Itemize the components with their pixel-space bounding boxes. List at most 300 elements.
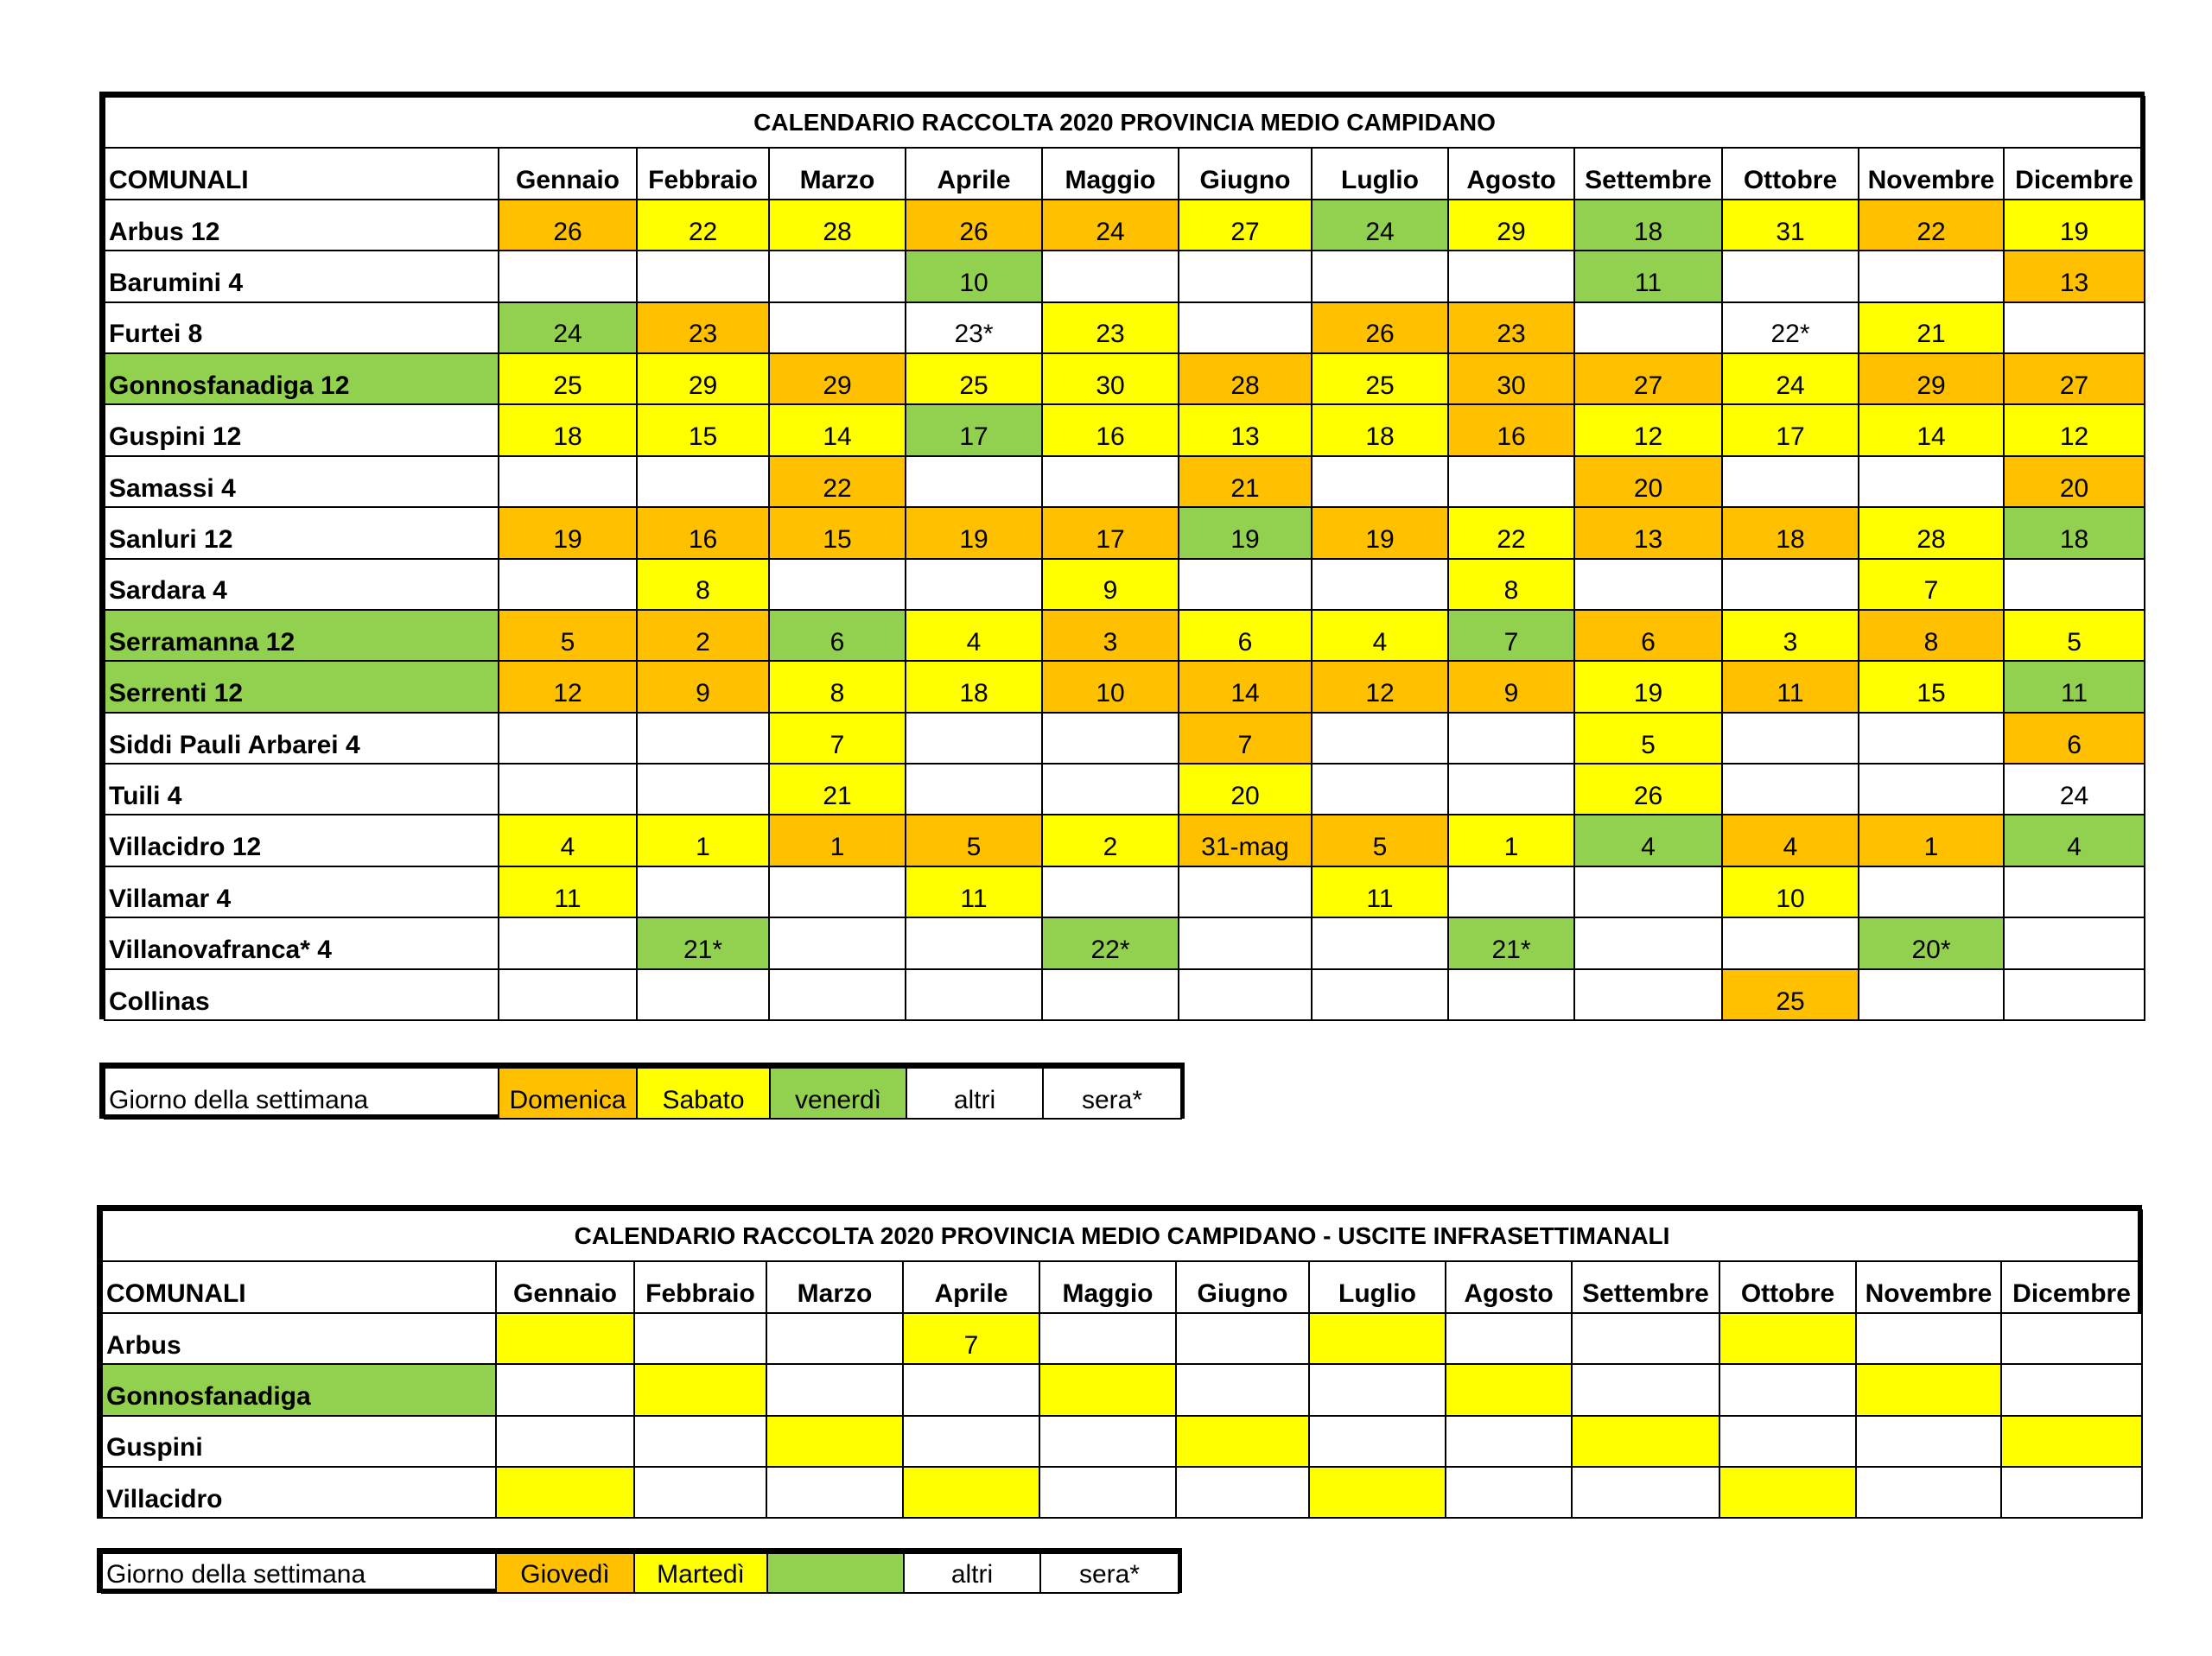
date-cell: 13 bbox=[2004, 251, 2145, 301]
date-cell bbox=[1856, 1416, 2001, 1467]
legend-swatch: Sabato bbox=[637, 1068, 770, 1119]
date-cell bbox=[2004, 866, 2145, 917]
date-cell bbox=[499, 764, 637, 815]
header-month: Marzo bbox=[769, 148, 906, 199]
date-cell: 11 bbox=[499, 866, 637, 917]
date-cell: 26 bbox=[499, 200, 637, 251]
table-row bbox=[105, 764, 2145, 815]
date-cell bbox=[1176, 1364, 1309, 1415]
date-cell: 7 bbox=[1859, 559, 2004, 610]
legend-label: Giorno della settimana bbox=[102, 1553, 496, 1593]
date-cell bbox=[906, 917, 1042, 968]
date-cell bbox=[1572, 1364, 1719, 1415]
date-cell bbox=[1176, 1313, 1309, 1364]
legend-swatch: sera* bbox=[1040, 1553, 1179, 1593]
date-cell bbox=[1039, 1364, 1176, 1415]
date-cell: 30 bbox=[1448, 353, 1574, 404]
date-cell bbox=[903, 1416, 1039, 1467]
header-comunali: COMUNALI bbox=[102, 1261, 496, 1312]
table-row bbox=[105, 610, 2145, 661]
table-row bbox=[105, 404, 2145, 455]
date-cell: 5 bbox=[2004, 610, 2145, 661]
date-cell bbox=[1574, 917, 1722, 968]
comune-name: Sanluri 12 bbox=[105, 507, 499, 558]
date-cell bbox=[906, 969, 1042, 1020]
table-row bbox=[105, 661, 2145, 712]
table-row bbox=[102, 1313, 2142, 1364]
header-month: Novembre bbox=[1859, 148, 2004, 199]
comune-name: Villamar 4 bbox=[105, 866, 499, 917]
date-cell bbox=[1572, 1313, 1719, 1364]
header-month: Luglio bbox=[1309, 1261, 1446, 1312]
date-cell: 1 bbox=[1448, 815, 1574, 866]
header-month: Maggio bbox=[1039, 1261, 1176, 1312]
date-cell: 6 bbox=[1574, 610, 1722, 661]
table-row bbox=[105, 917, 2145, 968]
comune-name: Villacidro bbox=[102, 1467, 496, 1518]
date-cell: 9 bbox=[637, 661, 769, 712]
date-cell bbox=[496, 1416, 634, 1467]
comune-name: Collinas bbox=[105, 969, 499, 1020]
date-cell bbox=[634, 1416, 766, 1467]
comune-name: Gonnosfanadiga bbox=[102, 1364, 496, 1415]
date-cell: 17 bbox=[1042, 507, 1179, 558]
date-cell: 1 bbox=[637, 815, 769, 866]
date-cell: 4 bbox=[906, 610, 1042, 661]
date-cell: 22* bbox=[1042, 917, 1179, 968]
date-cell: 22* bbox=[1722, 302, 1859, 353]
comune-name: Tuili 4 bbox=[105, 764, 499, 815]
date-cell: 4 bbox=[1312, 610, 1448, 661]
header-month: Giugno bbox=[1176, 1261, 1309, 1312]
date-cell bbox=[1312, 251, 1448, 301]
date-cell: 7 bbox=[1179, 713, 1312, 764]
table-row bbox=[105, 200, 2145, 251]
date-cell: 4 bbox=[2004, 815, 2145, 866]
date-cell: 15 bbox=[1859, 661, 2004, 712]
date-cell bbox=[1448, 251, 1574, 301]
date-cell: 28 bbox=[1859, 507, 2004, 558]
date-cell bbox=[496, 1364, 634, 1415]
legend-swatch: Domenica bbox=[499, 1068, 637, 1119]
date-cell: 24 bbox=[1722, 353, 1859, 404]
date-cell: 22 bbox=[1448, 507, 1574, 558]
comune-name: Gonnosfanadiga 12 bbox=[105, 353, 499, 404]
date-cell: 6 bbox=[2004, 713, 2145, 764]
date-cell: 19 bbox=[1179, 507, 1312, 558]
date-cell bbox=[2004, 559, 2145, 610]
date-cell bbox=[1859, 764, 2004, 815]
date-cell: 12 bbox=[499, 661, 637, 712]
date-cell: 18 bbox=[1312, 404, 1448, 455]
date-cell bbox=[903, 1467, 1039, 1518]
calendar-grid-main bbox=[104, 96, 2145, 1021]
date-cell bbox=[496, 1313, 634, 1364]
date-cell bbox=[1574, 302, 1722, 353]
date-cell: 16 bbox=[1448, 404, 1574, 455]
date-cell: 19 bbox=[1312, 507, 1448, 558]
date-cell: 23 bbox=[1042, 302, 1179, 353]
date-cell bbox=[1859, 251, 2004, 301]
date-cell: 22 bbox=[637, 200, 769, 251]
date-cell bbox=[634, 1313, 766, 1364]
date-cell bbox=[1446, 1416, 1572, 1467]
date-cell: 19 bbox=[1574, 661, 1722, 712]
date-cell: 14 bbox=[1859, 404, 2004, 455]
date-cell: 29 bbox=[1859, 353, 2004, 404]
date-cell: 3 bbox=[1722, 610, 1859, 661]
date-cell: 23 bbox=[1448, 302, 1574, 353]
date-cell bbox=[1574, 559, 1722, 610]
date-cell: 24 bbox=[2004, 764, 2145, 815]
date-cell bbox=[1312, 917, 1448, 968]
date-cell bbox=[499, 713, 637, 764]
date-cell bbox=[1446, 1364, 1572, 1415]
date-cell: 18 bbox=[499, 404, 637, 455]
date-cell: 25 bbox=[499, 353, 637, 404]
date-cell bbox=[1179, 251, 1312, 301]
date-cell bbox=[499, 251, 637, 301]
table-row bbox=[105, 969, 2145, 1020]
date-cell bbox=[1039, 1467, 1176, 1518]
date-cell bbox=[769, 251, 906, 301]
date-cell: 29 bbox=[1448, 200, 1574, 251]
date-cell: 6 bbox=[769, 610, 906, 661]
date-cell: 9 bbox=[1448, 661, 1574, 712]
comune-name: Arbus bbox=[102, 1313, 496, 1364]
date-cell: 8 bbox=[1859, 610, 2004, 661]
date-cell: 19 bbox=[2004, 200, 2145, 251]
date-cell: 18 bbox=[2004, 507, 2145, 558]
date-cell: 2 bbox=[637, 610, 769, 661]
date-cell: 18 bbox=[906, 661, 1042, 712]
date-cell: 12 bbox=[1312, 661, 1448, 712]
header-month: Febbraio bbox=[634, 1261, 766, 1312]
comune-name: Arbus 12 bbox=[105, 200, 499, 251]
date-cell bbox=[1179, 917, 1312, 968]
date-cell bbox=[1042, 251, 1179, 301]
date-cell bbox=[1448, 713, 1574, 764]
date-cell: 3 bbox=[1042, 610, 1179, 661]
date-cell: 7 bbox=[769, 713, 906, 764]
date-cell: 2 bbox=[1042, 815, 1179, 866]
date-cell: 27 bbox=[2004, 353, 2145, 404]
header-comunali: COMUNALI bbox=[105, 148, 499, 199]
header-month: Maggio bbox=[1042, 148, 1179, 199]
table-row bbox=[105, 353, 2145, 404]
date-cell: 31 bbox=[1722, 200, 1859, 251]
date-cell bbox=[1719, 1416, 1856, 1467]
date-cell bbox=[1179, 302, 1312, 353]
date-cell: 31-mag bbox=[1179, 815, 1312, 866]
header-month: Dicembre bbox=[2004, 148, 2145, 199]
date-cell bbox=[1572, 1467, 1719, 1518]
date-cell: 18 bbox=[1722, 507, 1859, 558]
date-cell bbox=[1448, 866, 1574, 917]
date-cell: 29 bbox=[637, 353, 769, 404]
date-cell bbox=[637, 969, 769, 1020]
date-cell: 19 bbox=[906, 507, 1042, 558]
date-cell bbox=[1312, 456, 1448, 507]
date-cell: 26 bbox=[1312, 302, 1448, 353]
date-cell: 12 bbox=[2004, 404, 2145, 455]
date-cell bbox=[1856, 1313, 2001, 1364]
header-month: Agosto bbox=[1448, 148, 1574, 199]
date-cell bbox=[1856, 1364, 2001, 1415]
date-cell: 20 bbox=[1179, 764, 1312, 815]
legend-swatch: Martedì bbox=[634, 1553, 767, 1593]
date-cell bbox=[769, 969, 906, 1020]
date-cell bbox=[1309, 1313, 1446, 1364]
date-cell: 5 bbox=[906, 815, 1042, 866]
date-cell bbox=[1042, 713, 1179, 764]
date-cell bbox=[769, 866, 906, 917]
date-cell bbox=[1176, 1467, 1309, 1518]
legend-grid-main bbox=[104, 1067, 1182, 1120]
legend-swatch: sera* bbox=[1043, 1068, 1181, 1119]
date-cell bbox=[766, 1467, 903, 1518]
date-cell: 7 bbox=[903, 1313, 1039, 1364]
date-cell bbox=[906, 559, 1042, 610]
header-month: Marzo bbox=[766, 1261, 903, 1312]
date-cell bbox=[1446, 1467, 1572, 1518]
date-cell bbox=[1179, 559, 1312, 610]
date-cell bbox=[1722, 251, 1859, 301]
date-cell bbox=[1574, 866, 1722, 917]
table-row bbox=[105, 559, 2145, 610]
date-cell: 24 bbox=[499, 302, 637, 353]
date-cell bbox=[637, 713, 769, 764]
table-row bbox=[105, 456, 2145, 507]
table-title: CALENDARIO RACCOLTA 2020 PROVINCIA MEDIO CAMPIDANO - USCITE INFRASETTIMANALI bbox=[102, 1210, 2142, 1261]
legend-swatch: altri bbox=[904, 1553, 1040, 1593]
table-row bbox=[105, 815, 2145, 866]
date-cell: 27 bbox=[1574, 353, 1722, 404]
date-cell: 22 bbox=[1859, 200, 2004, 251]
date-cell bbox=[1448, 764, 1574, 815]
comune-name: Barumini 4 bbox=[105, 251, 499, 301]
date-cell: 11 bbox=[1722, 661, 1859, 712]
date-cell: 25 bbox=[1312, 353, 1448, 404]
comune-name: Guspini bbox=[102, 1416, 496, 1467]
date-cell: 1 bbox=[1859, 815, 2004, 866]
date-cell bbox=[2001, 1416, 2142, 1467]
date-cell bbox=[2004, 917, 2145, 968]
date-cell bbox=[1179, 969, 1312, 1020]
date-cell: 23* bbox=[906, 302, 1042, 353]
date-cell: 9 bbox=[1042, 559, 1179, 610]
legend-swatch: Giovedì bbox=[496, 1553, 634, 1593]
date-cell: 20 bbox=[1574, 456, 1722, 507]
date-cell bbox=[1039, 1313, 1176, 1364]
table-row bbox=[102, 1364, 2142, 1415]
date-cell: 12 bbox=[1574, 404, 1722, 455]
date-cell: 16 bbox=[1042, 404, 1179, 455]
date-cell bbox=[1309, 1467, 1446, 1518]
calendar-grid-infrasettimanali bbox=[101, 1209, 2143, 1519]
date-cell bbox=[499, 456, 637, 507]
comune-name: Samassi 4 bbox=[105, 456, 499, 507]
comune-name: Sardara 4 bbox=[105, 559, 499, 610]
date-cell bbox=[769, 917, 906, 968]
date-cell bbox=[1446, 1313, 1572, 1364]
date-cell: 4 bbox=[1722, 815, 1859, 866]
legend-label: Giorno della settimana bbox=[105, 1068, 499, 1119]
date-cell bbox=[766, 1364, 903, 1415]
header-month: Febbraio bbox=[637, 148, 769, 199]
date-cell: 27 bbox=[1179, 200, 1312, 251]
date-cell: 15 bbox=[769, 507, 906, 558]
table-row bbox=[105, 713, 2145, 764]
header-month: Aprile bbox=[906, 148, 1042, 199]
comune-name: Serramanna 12 bbox=[105, 610, 499, 661]
legend-swatch bbox=[767, 1553, 904, 1593]
date-cell bbox=[637, 456, 769, 507]
date-cell bbox=[906, 764, 1042, 815]
date-cell bbox=[1856, 1467, 2001, 1518]
date-cell: 29 bbox=[769, 353, 906, 404]
date-cell bbox=[1859, 969, 2004, 1020]
legend-main bbox=[99, 1063, 1185, 1119]
date-cell bbox=[1042, 764, 1179, 815]
comune-name: Serrenti 12 bbox=[105, 661, 499, 712]
date-cell: 16 bbox=[637, 507, 769, 558]
date-cell: 18 bbox=[1574, 200, 1722, 251]
table-row bbox=[105, 866, 2145, 917]
date-cell bbox=[637, 251, 769, 301]
date-cell: 21 bbox=[1179, 456, 1312, 507]
header-month: Luglio bbox=[1312, 148, 1448, 199]
date-cell: 7 bbox=[1448, 610, 1574, 661]
table-row bbox=[102, 1467, 2142, 1518]
date-cell bbox=[1309, 1416, 1446, 1467]
comune-name: Villacidro 12 bbox=[105, 815, 499, 866]
date-cell bbox=[1722, 456, 1859, 507]
header-month: Gennaio bbox=[496, 1261, 634, 1312]
date-cell bbox=[499, 917, 637, 968]
date-cell bbox=[1448, 456, 1574, 507]
date-cell bbox=[1719, 1467, 1856, 1518]
date-cell: 13 bbox=[1179, 404, 1312, 455]
table-row bbox=[105, 507, 2145, 558]
date-cell bbox=[2001, 1364, 2142, 1415]
legend-swatch: altri bbox=[906, 1068, 1043, 1119]
date-cell bbox=[906, 456, 1042, 507]
date-cell bbox=[1859, 713, 2004, 764]
date-cell: 5 bbox=[499, 610, 637, 661]
date-cell bbox=[1042, 969, 1179, 1020]
comune-name: Villanovafranca* 4 bbox=[105, 917, 499, 968]
date-cell bbox=[2001, 1313, 2142, 1364]
date-cell bbox=[499, 559, 637, 610]
date-cell bbox=[1722, 917, 1859, 968]
date-cell: 28 bbox=[769, 200, 906, 251]
date-cell bbox=[2001, 1467, 2142, 1518]
date-cell: 11 bbox=[1574, 251, 1722, 301]
date-cell bbox=[1572, 1416, 1719, 1467]
header-month: Settembre bbox=[1572, 1261, 1719, 1312]
date-cell bbox=[499, 969, 637, 1020]
table-row bbox=[105, 251, 2145, 301]
date-cell: 22 bbox=[769, 456, 906, 507]
date-cell bbox=[1719, 1313, 1856, 1364]
header-month: Aprile bbox=[903, 1261, 1039, 1312]
date-cell bbox=[1042, 456, 1179, 507]
date-cell: 21 bbox=[769, 764, 906, 815]
date-cell bbox=[1722, 559, 1859, 610]
date-cell: 24 bbox=[1042, 200, 1179, 251]
date-cell bbox=[496, 1467, 634, 1518]
date-cell bbox=[1176, 1416, 1309, 1467]
header-month: Ottobre bbox=[1719, 1261, 1856, 1312]
date-cell: 15 bbox=[637, 404, 769, 455]
date-cell bbox=[2004, 969, 2145, 1020]
date-cell bbox=[637, 866, 769, 917]
date-cell bbox=[1859, 456, 2004, 507]
date-cell bbox=[1312, 969, 1448, 1020]
table-row bbox=[105, 302, 2145, 353]
date-cell: 10 bbox=[906, 251, 1042, 301]
date-cell bbox=[1312, 559, 1448, 610]
date-cell: 5 bbox=[1574, 713, 1722, 764]
date-cell bbox=[1312, 764, 1448, 815]
date-cell: 26 bbox=[1574, 764, 1722, 815]
date-cell: 5 bbox=[1312, 815, 1448, 866]
date-cell bbox=[769, 302, 906, 353]
date-cell: 10 bbox=[1042, 661, 1179, 712]
date-cell: 11 bbox=[1312, 866, 1448, 917]
date-cell: 21 bbox=[1859, 302, 2004, 353]
date-cell bbox=[766, 1313, 903, 1364]
date-cell: 14 bbox=[1179, 661, 1312, 712]
header-month: Settembre bbox=[1574, 148, 1722, 199]
date-cell bbox=[1042, 866, 1179, 917]
date-cell: 11 bbox=[906, 866, 1042, 917]
date-cell: 13 bbox=[1574, 507, 1722, 558]
date-cell bbox=[1722, 764, 1859, 815]
date-cell: 23 bbox=[637, 302, 769, 353]
date-cell: 24 bbox=[1312, 200, 1448, 251]
legend-swatch: venerdì bbox=[770, 1068, 906, 1119]
date-cell: 19 bbox=[499, 507, 637, 558]
date-cell: 1 bbox=[769, 815, 906, 866]
comune-name: Furtei 8 bbox=[105, 302, 499, 353]
date-cell: 11 bbox=[2004, 661, 2145, 712]
date-cell bbox=[1574, 969, 1722, 1020]
date-cell bbox=[1859, 866, 2004, 917]
date-cell bbox=[1039, 1416, 1176, 1467]
comune-name: Siddi Pauli Arbarei 4 bbox=[105, 713, 499, 764]
calendar-table-infrasettimanali bbox=[97, 1205, 2142, 1519]
table-title: CALENDARIO RACCOLTA 2020 PROVINCIA MEDIO CAMPIDANO bbox=[105, 97, 2145, 148]
date-cell bbox=[1312, 713, 1448, 764]
legend-grid-infrasettimanali bbox=[101, 1552, 1179, 1594]
calendar-table-main bbox=[99, 92, 2145, 1019]
table-row bbox=[102, 1416, 2142, 1467]
date-cell: 25 bbox=[906, 353, 1042, 404]
date-cell bbox=[906, 713, 1042, 764]
date-cell bbox=[766, 1416, 903, 1467]
date-cell: 4 bbox=[1574, 815, 1722, 866]
date-cell: 8 bbox=[1448, 559, 1574, 610]
date-cell bbox=[903, 1364, 1039, 1415]
date-cell: 20 bbox=[2004, 456, 2145, 507]
date-cell: 26 bbox=[906, 200, 1042, 251]
date-cell bbox=[634, 1364, 766, 1415]
header-month: Gennaio bbox=[499, 148, 637, 199]
header-month: Novembre bbox=[1856, 1261, 2001, 1312]
date-cell bbox=[1179, 866, 1312, 917]
